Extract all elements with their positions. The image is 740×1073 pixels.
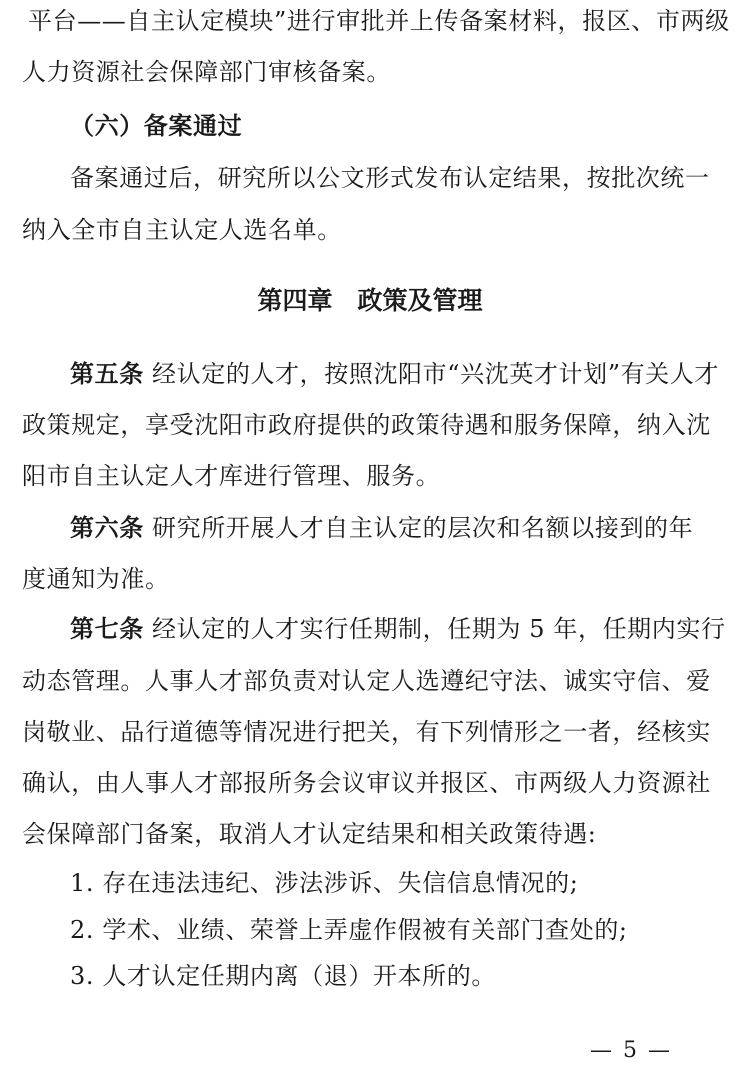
article-6-label: 第六条 <box>70 514 144 542</box>
continuation-line-1: 平台——自主认定模块”进行审批并上传备案材料，报区、市两级 <box>28 7 730 35</box>
list-item: 2. 学术、业绩、荣誉上弄虚作假被有关部门查处的; <box>70 916 628 944</box>
article-7-line-5: 会保障部门备案，取消人才认定结果和相关政策待遇: <box>22 820 597 848</box>
section-6-line-2: 纳入全市自主认定人选名单。 <box>22 216 342 244</box>
article-5-text-1: 经认定的人才，按照沈阳市“兴沈英才计划”有关人才 <box>152 360 719 388</box>
section-6-line-1: 备案通过后，研究所以公文形式发布认定结果，按批次统一 <box>70 164 710 192</box>
list-item: 1. 存在违法违纪、涉法涉诉、失信信息情况的; <box>70 869 579 897</box>
article-7-label: 第七条 <box>70 615 144 643</box>
article-7-line-1 <box>70 614 740 644</box>
article-6-text-1: 研究所开展人才自主认定的层次和名额以接到的年 <box>152 514 694 542</box>
article-7-line-2: 动态管理。人事人才部负责对认定人选遵纪守法、诚实守信、爱 <box>22 667 711 695</box>
article-5-line-2: 政策规定，享受沈阳市政府提供的政策待遇和服务保障，纳入沈 <box>22 411 711 439</box>
article-7-line-4: 确认，由人事人才部报所务会议审议并报区、市两级人力资源社 <box>22 769 711 797</box>
article-5-label: 第五条 <box>70 360 144 388</box>
page-number: — 5 — <box>590 1038 672 1063</box>
chapter-title: 第四章 政策及管理 <box>257 286 483 315</box>
article-5-line-3: 阳市自主认定人才库进行管理、服务。 <box>22 462 441 490</box>
list-item: 3. 人才认定任期内离（退）开本所的。 <box>70 962 496 990</box>
article-6-line-2: 度通知为准。 <box>22 565 170 593</box>
article-5-line-1 <box>70 359 740 389</box>
article-6-line-1 <box>70 513 740 543</box>
article-7-text-1: 经认定的人才实行任期制，任期为 5 年，任期内实行 <box>152 615 726 643</box>
article-7-line-3: 岗敬业、品行道德等情况进行把关，有下列情形之一者，经核实 <box>22 718 711 746</box>
section-6-title: （六）备案通过 <box>70 112 243 140</box>
continuation-line-2: 人力资源社会保障部门审核备案。 <box>22 58 391 86</box>
